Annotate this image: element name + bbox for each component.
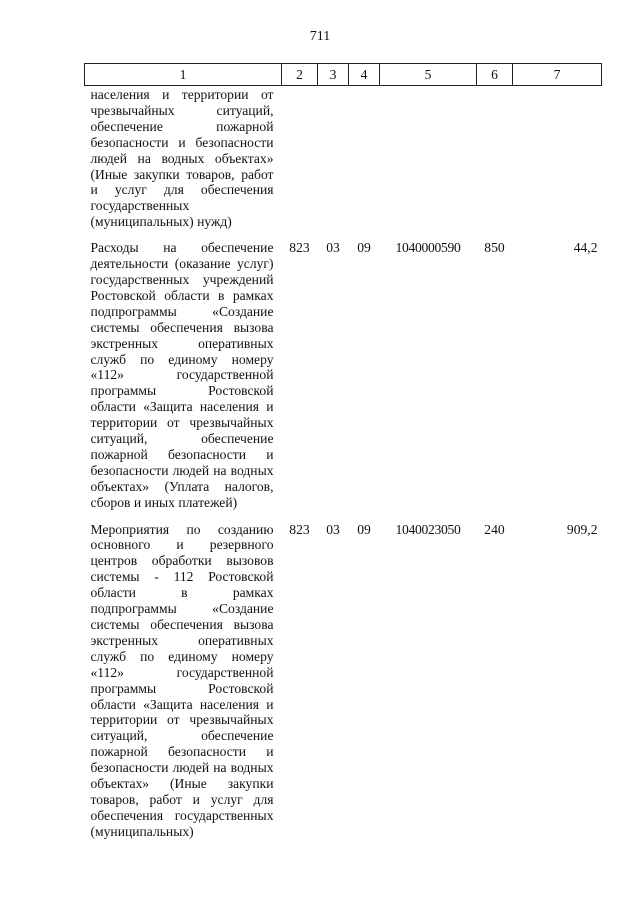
row-ministry: 823 bbox=[289, 521, 310, 537]
column-header-amount: 7 bbox=[513, 64, 602, 86]
table-header bbox=[85, 64, 602, 86]
column-header-target-article: 5 bbox=[380, 64, 477, 86]
column-header-subsection: 4 bbox=[349, 64, 380, 86]
budget-table bbox=[84, 63, 602, 840]
row-amount: 44,2 bbox=[573, 240, 598, 256]
row-target-article: 1040023050 bbox=[395, 521, 461, 537]
row-section bbox=[318, 86, 349, 231]
row-ministry: 823 bbox=[289, 240, 310, 256]
table-row bbox=[85, 86, 602, 231]
row-target-article bbox=[380, 86, 477, 231]
column-header-section: 3 bbox=[318, 64, 349, 86]
table-body bbox=[85, 86, 602, 840]
row-expense-type: 850 bbox=[484, 240, 505, 256]
row-expense-type: 240 bbox=[484, 521, 505, 537]
row-expense-type bbox=[477, 86, 513, 231]
page-number: 711 bbox=[309, 29, 331, 44]
row-amount bbox=[513, 86, 602, 231]
table-row bbox=[85, 230, 602, 510]
row-target-article: 1040000590 bbox=[395, 240, 461, 256]
row-section: 03 bbox=[326, 240, 340, 256]
row-description: Мероприятия по созданию основного и резервного центров обработки вызовов системы - 112 Ростовской области в рамках подпрограммы «Создание системы обеспечения вызова экстренных оперативных служб по единому номеру «112» государственной программы Ростовской области «Защита населения и территории от чрезвычайных ситуаций, обеспечение пожарной безопасности и безопасности людей на водных объектах» (Иные закупки товаров, работ и услуг для обеспечения государственных (муниципальных) bbox=[90, 521, 274, 839]
column-header-ministry: 2 bbox=[282, 64, 318, 86]
row-section: 03 bbox=[326, 521, 340, 537]
column-header-description: 1 bbox=[85, 64, 282, 86]
row-ministry bbox=[282, 86, 318, 231]
row-subsection: 09 bbox=[357, 521, 371, 537]
row-subsection bbox=[349, 86, 380, 231]
row-description: населения и территории от чрезвычайных ситуаций, обеспечение пожарной безопасности и безопасности людей на водных объектах» (Иные закупки товаров, работ и услуг для обеспечения государственных (муниципальных) нужд) bbox=[90, 87, 274, 230]
row-subsection: 09 bbox=[357, 240, 371, 256]
row-description: Расходы на обеспечение деятельности (оказание услуг) государственных учреждений Ростовской области в рамках подпрограммы «Создание системы обеспечения вызова экстренных оперативных служб по единому номеру «112» государственной программы Ростовской области «Защита населения и территории от чрезвычайных ситуаций, обеспечение пожарной безопасности и безопасности людей на водных объектах» (Уплата налогов, сборов и иных платежей) bbox=[90, 240, 274, 510]
table-row bbox=[85, 511, 602, 840]
header-row bbox=[85, 64, 602, 86]
row-amount: 909,2 bbox=[566, 521, 598, 537]
column-header-expense-type: 6 bbox=[477, 64, 513, 86]
